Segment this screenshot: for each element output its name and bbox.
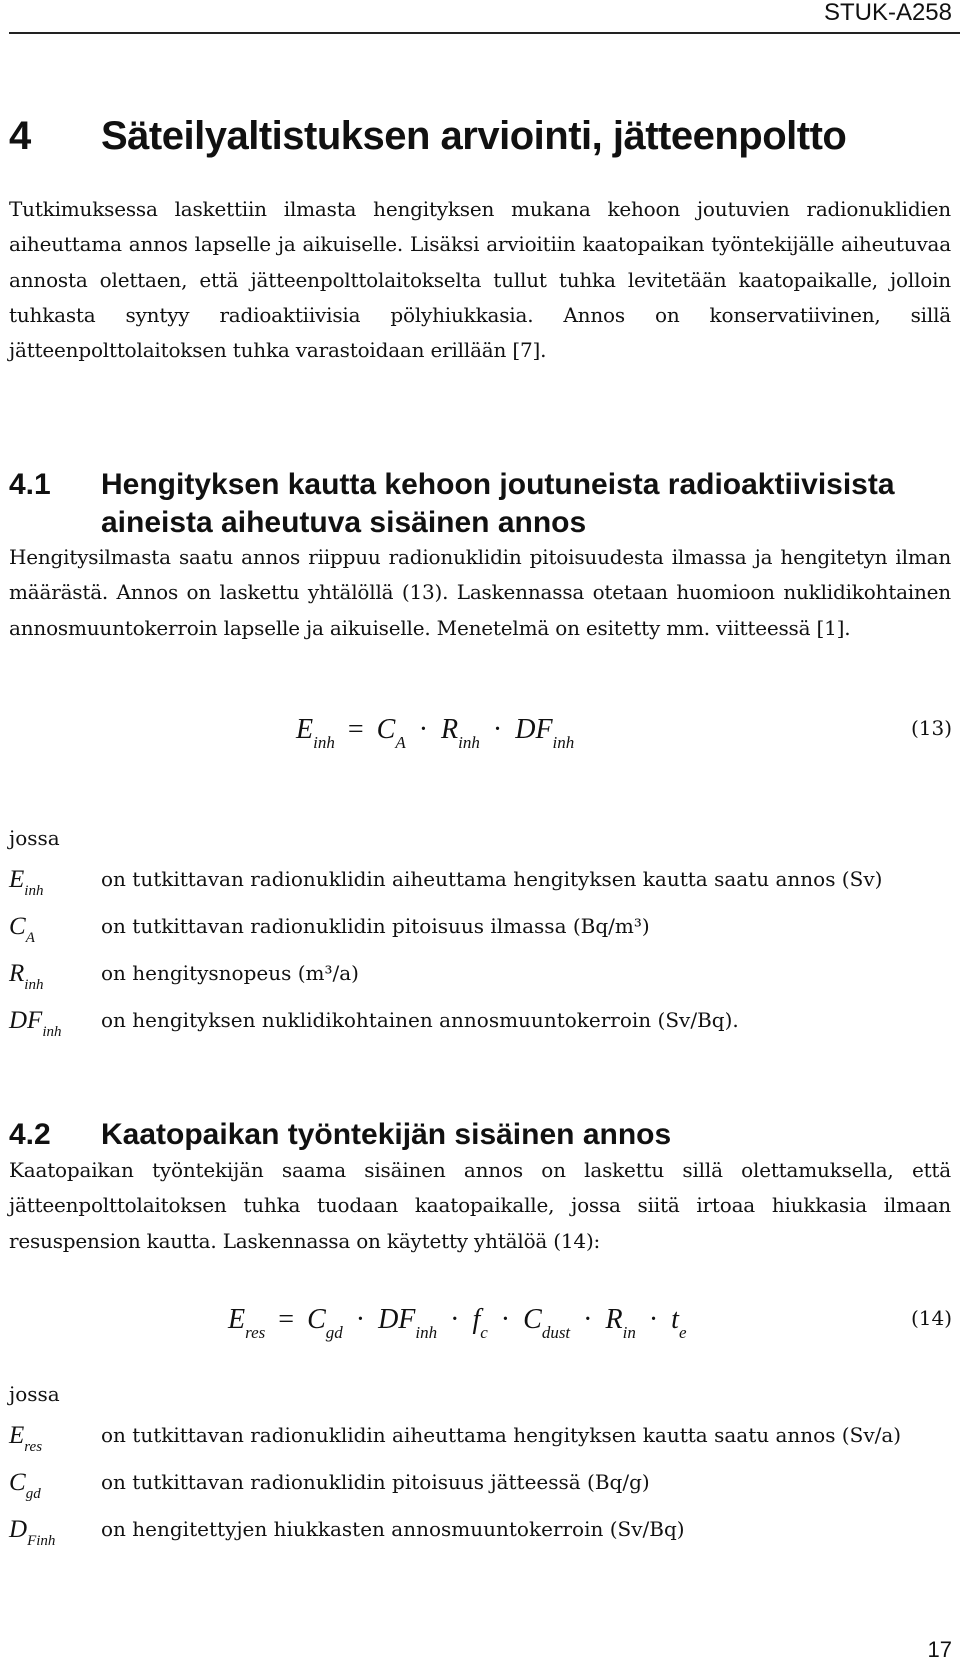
definition-text: on hengityksen nuklidikohtainen annosmuuntokerroin (Sv/Bq).	[101, 1008, 739, 1032]
equation-13-number: (13)	[910, 716, 952, 740]
equation-13	[0, 712, 952, 762]
definition-symbol: $C_A$	[9, 913, 35, 946]
definition-symbol: $D_{Finh}$	[9, 1516, 56, 1549]
section-4-1-title: Hengityksen kautta kehoon joutuneista radioaktiivisista aineista aiheutuva sisäinen annos	[101, 468, 895, 539]
definition-symbol: $DF_{inh}$	[9, 1007, 62, 1040]
section-4-2-number: 4.2	[9, 1118, 51, 1151]
definition-row	[9, 1465, 951, 1512]
equation-13-formula: $E_{inh} = C_A \cdot R_{inh} \cdot DF_{inh}$	[296, 714, 575, 752]
symbol-definitions-14	[9, 1418, 951, 1559]
section-4-1-paragraph: Hengitysilmasta saatu annos riippuu radionuklidin pitoisuudesta ilmassa ja hengitetyn ilman määrästä. Annos on laskettu yhtälöllä (13). Laskennassa otetaan huomioon nuklidikohtainen annosmuuntokerroin lapselle ja aikuiselle. Menetelmä on esitetty mm. viitteessä [1].	[9, 545, 951, 640]
section-4-2-heading	[9, 1116, 949, 1154]
publication-id: STUK-A258	[823, 0, 952, 26]
definition-text: on tutkittavan radionuklidin pitoisuus ilmassa (Bq/m³)	[101, 914, 650, 938]
equation-14	[0, 1302, 952, 1352]
section-4-number: 4	[9, 114, 31, 158]
page-number: 17	[927, 1637, 952, 1662]
definition-row	[9, 1003, 951, 1050]
section-4-2-paragraph: Kaatopaikan työntekijän saama sisäinen annos on laskettu sillä olettamuksella, että jätteenpolttolaitoksen tuhka tuodaan kaatopaikalle, jossa siitä irtoaa hiukkasia ilmaan resuspension kautta. Laskennassa on käytetty yhtälöä (14):	[9, 1158, 951, 1253]
section-4-1-number: 4.1	[9, 468, 51, 501]
definition-text: on tutkittavan radionuklidin pitoisuus jätteessä (Bq/g)	[101, 1470, 650, 1494]
section-4-heading	[9, 112, 949, 160]
definition-row	[9, 862, 951, 909]
definition-text: on hengitysnopeus (m³/a)	[101, 961, 359, 985]
definition-text: on tutkittavan radionuklidin aiheuttama hengityksen kautta saatu annos (Sv)	[101, 867, 883, 891]
definition-row	[9, 1512, 951, 1559]
definition-row	[9, 956, 951, 1003]
definition-text: on tutkittavan radionuklidin aiheuttama hengityksen kautta saatu annos (Sv/a)	[101, 1423, 902, 1447]
definition-symbol: $C_{gd}$	[9, 1469, 41, 1502]
section-4-title: Säteilyaltistuksen arviointi, jätteenpoltto	[101, 114, 847, 158]
equation-14-formula: $E_{res} = C_{gd} \cdot DF_{inh} \cdot f_c \cdot C_{dust} \cdot R_{in} \cdot t_e$	[228, 1304, 687, 1342]
definition-symbol: $E_{res}$	[9, 1422, 43, 1455]
section-4-2-title: Kaatopaikan työntekijän sisäinen annos	[101, 1118, 672, 1151]
equation-14-number: (14)	[910, 1306, 952, 1330]
definition-text: on hengitettyjen hiukkasten annosmuuntokerroin (Sv/Bq)	[101, 1517, 685, 1541]
definition-row	[9, 1418, 951, 1465]
symbol-definitions-13	[9, 862, 951, 1050]
definition-symbol: $R_{inh}$	[9, 960, 44, 993]
section-4-1-heading	[9, 466, 949, 542]
definition-row	[9, 909, 951, 956]
definition-symbol: $E_{inh}$	[9, 866, 44, 899]
jossa-label: jossa	[9, 826, 60, 850]
section-4-paragraph: Tutkimuksessa laskettiin ilmasta hengityksen mukana kehoon joutuvien radionuklidien aiheuttama annos lapselle ja aikuiselle. Lisäksi arvioitiin kaatopaikan työntekijälle aiheutuvaa annosta olettaen, että jätteenpolttolaitokselta tullut tuhka levitetään kaatopaikalle, jolloin tuhkasta syntyy radioaktiivisia pölyhiukkasia. Annos on konservatiivinen, sillä jätteenpolttolaitoksen tuhka varastoidaan erillään [7].	[9, 197, 951, 363]
header-rule	[9, 32, 960, 34]
jossa-label: jossa	[9, 1382, 60, 1406]
